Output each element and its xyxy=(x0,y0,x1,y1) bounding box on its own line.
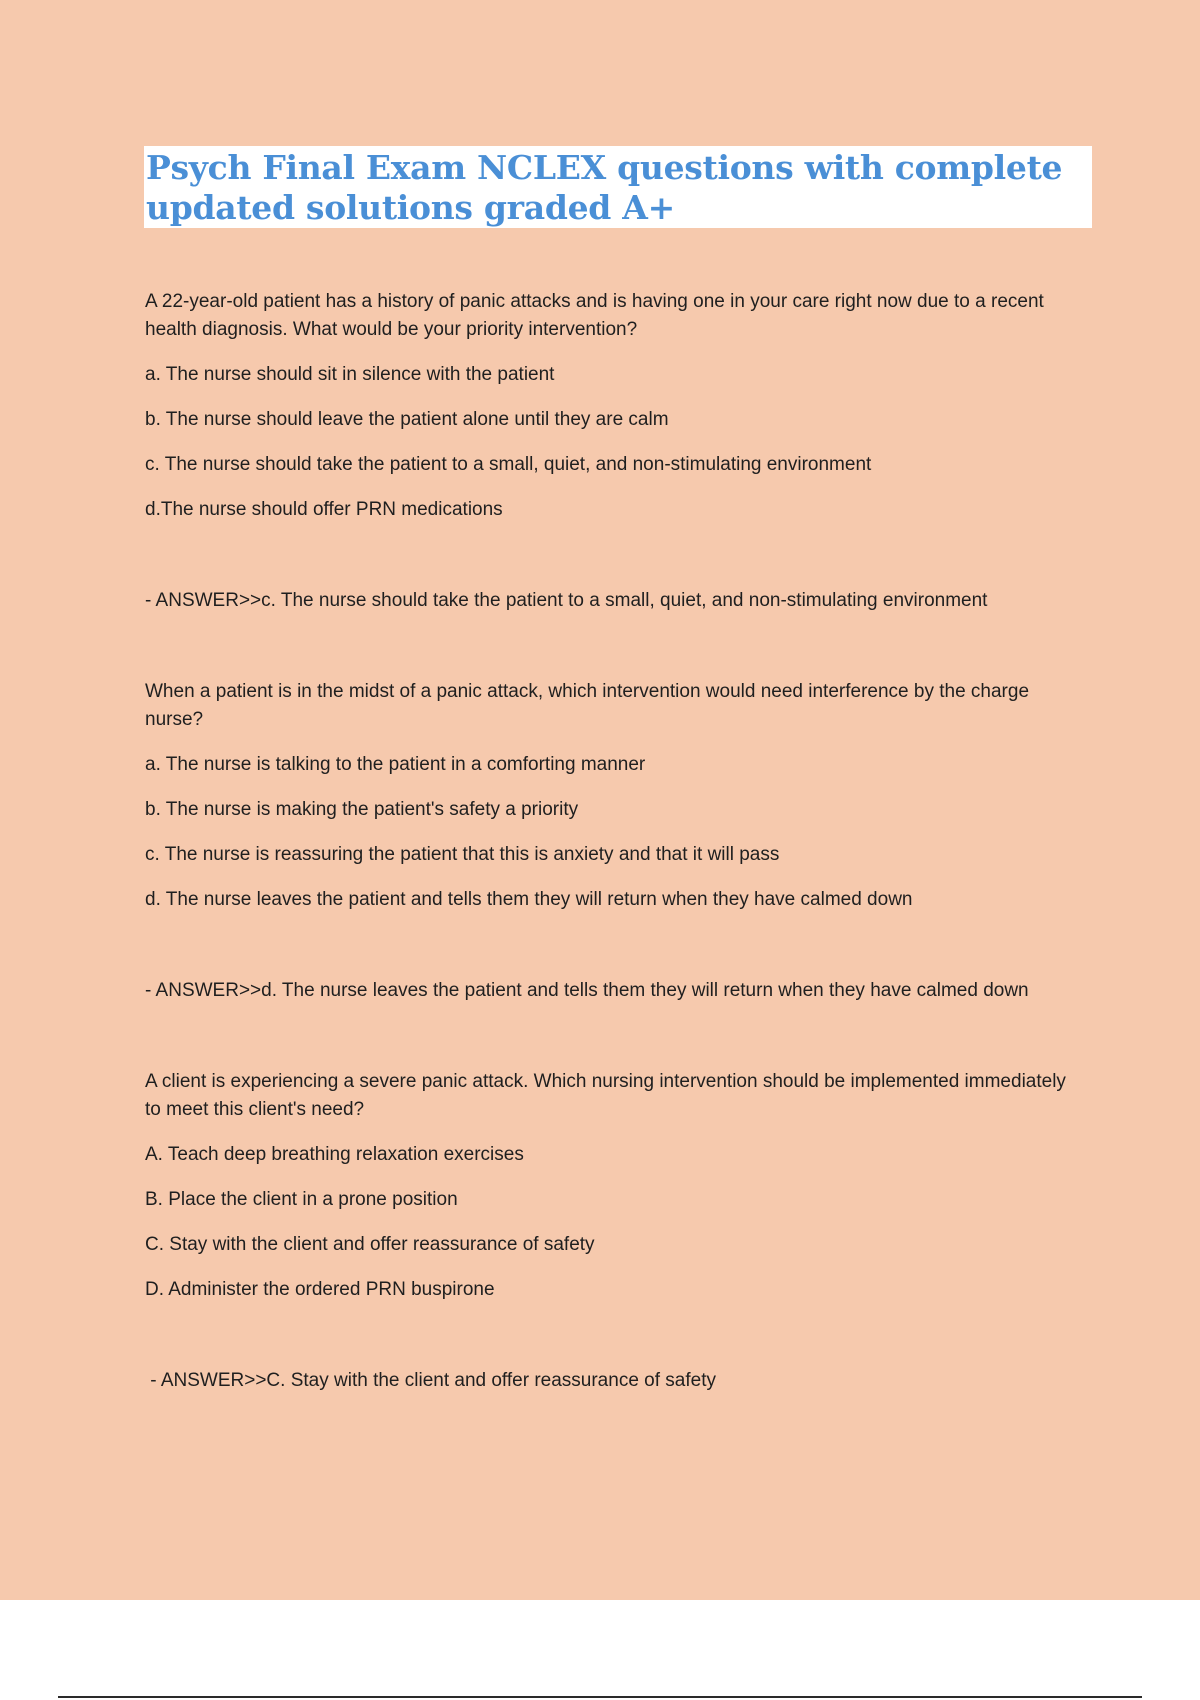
title-box xyxy=(144,146,1092,228)
option-c: c. The nurse should take the patient to a small, quiet, and non-stimulating environment xyxy=(145,454,872,475)
option-c: C. Stay with the client and offer reassurance of safety xyxy=(145,1234,595,1255)
option-d: d. The nurse leaves the patient and tells them they will return when they have calmed down xyxy=(145,889,913,910)
answer: - ANSWER>>d. The nurse leaves the patient and tells them they will return when they have calmed down xyxy=(145,980,1029,1001)
answer: - ANSWER>>c. The nurse should take the patient to a small, quiet, and non-stimulating environment xyxy=(145,590,988,611)
option-d: D. Administer the ordered PRN buspirone xyxy=(145,1279,495,1300)
option-b: B. Place the client in a prone position xyxy=(145,1189,458,1210)
question-stem: A 22-year-old patient has a history of panic attacks and is having one in your care right now due to a recent health diagnosis. What would be your priority intervention? xyxy=(145,291,1044,340)
question-stem: When a patient is in the midst of a panic attack, which intervention would need interference by the charge nurse? xyxy=(145,681,1030,730)
document-title: Psych Final Exam NCLEX questions with complete updated solutions graded A+ xyxy=(146,148,1063,227)
option-b: b. The nurse is making the patient's safety a priority xyxy=(145,799,579,820)
option-c: c. The nurse is reassuring the patient that this is anxiety and that it will pass xyxy=(145,844,780,865)
footer-divider xyxy=(58,1696,1142,1698)
option-d: d.The nurse should offer PRN medications xyxy=(145,499,503,520)
option-b: b. The nurse should leave the patient alone until they are calm xyxy=(145,409,669,430)
answer: - ANSWER>>C. Stay with the client and offer reassurance of safety xyxy=(145,1370,716,1391)
question-2 xyxy=(145,678,1075,1005)
option-a: A. Teach deep breathing relaxation exercises xyxy=(145,1144,524,1165)
question-stem: A client is experiencing a severe panic attack. Which nursing intervention should be implemented immediately to meet this client's need? xyxy=(145,1071,1066,1120)
question-list xyxy=(145,288,1075,1395)
question-3 xyxy=(145,1068,1075,1395)
question-1 xyxy=(145,288,1075,615)
option-a: a. The nurse should sit in silence with the patient xyxy=(145,364,555,385)
option-a: a. The nurse is talking to the patient in a comforting manner xyxy=(145,754,646,775)
